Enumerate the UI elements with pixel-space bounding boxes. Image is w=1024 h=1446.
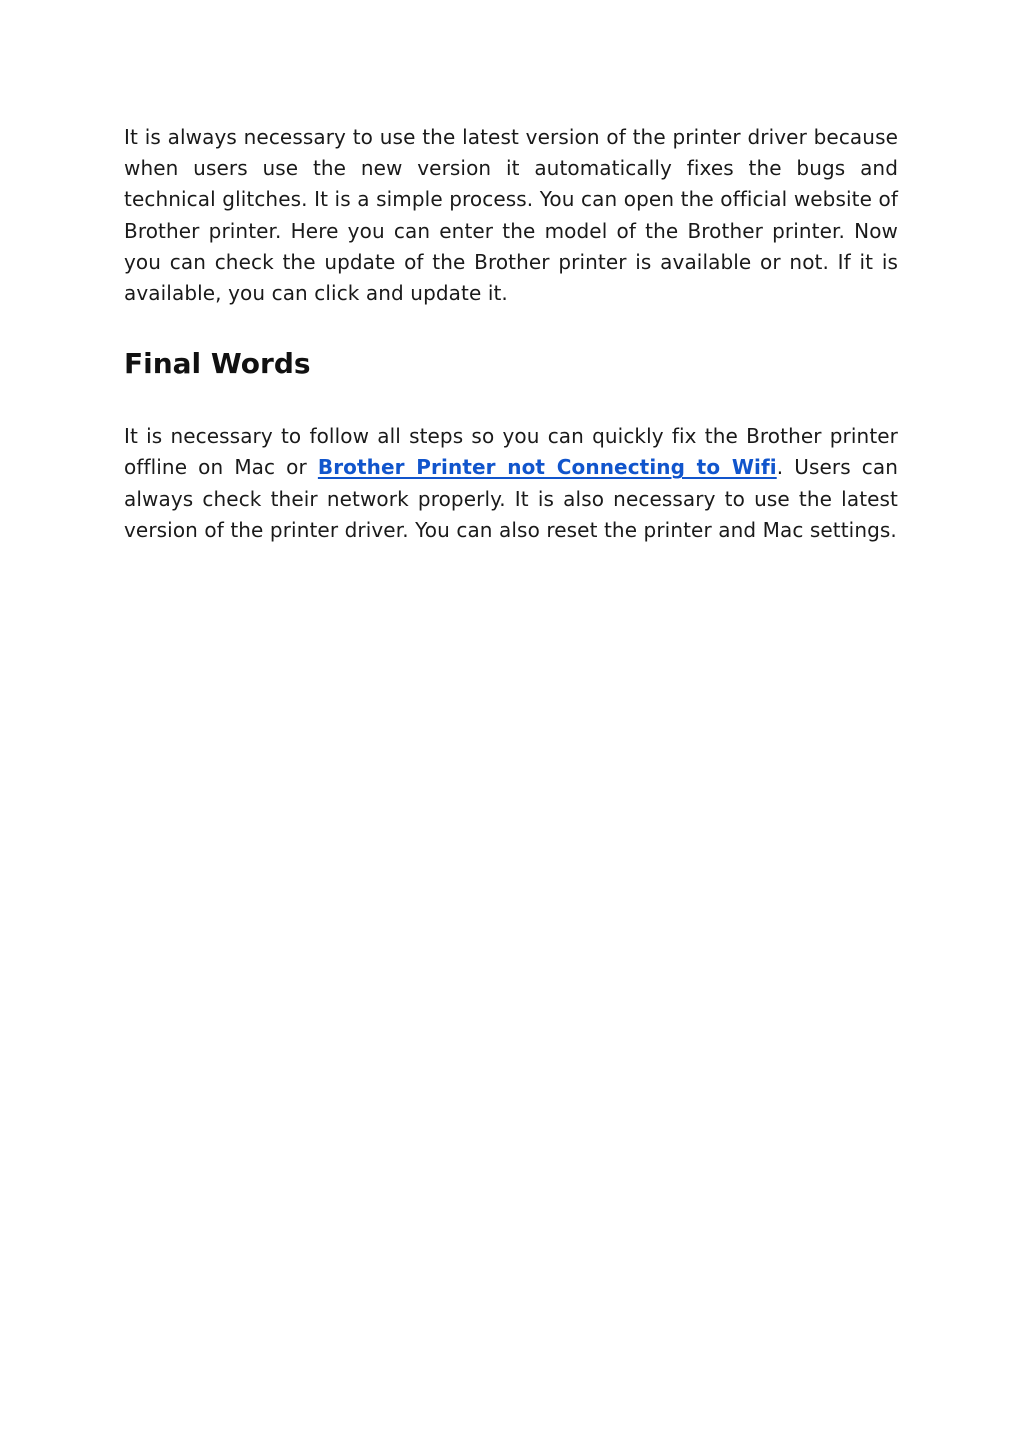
document-page bbox=[124, 122, 898, 546]
final-words-paragraph bbox=[124, 421, 898, 546]
paragraph-text-after-link: . Users can always check their network properly. It is also necessary to use the latest version of the printer driver. You can also reset the printer and Mac settings. bbox=[124, 455, 899, 542]
section-heading: Final Words bbox=[124, 347, 311, 381]
brother-printer-wifi-link[interactable]: Brother Printer not Connecting to Wifi bbox=[317, 455, 777, 480]
intro-paragraph: It is always necessary to use the latest version of the printer driver because when users use the new version it automatically fixes the bugs and technical glitches. It is a simple process. You can open the official website of Brother printer. Here you can enter the model of the Brother printer. Now you can check the update of the Brother printer is available or not. If it is available, you can click and update it. bbox=[124, 125, 898, 306]
paragraph-text-before-link: It is necessary to follow all steps so you can quickly fix the Brother printer offline on Mac or bbox=[124, 424, 898, 480]
